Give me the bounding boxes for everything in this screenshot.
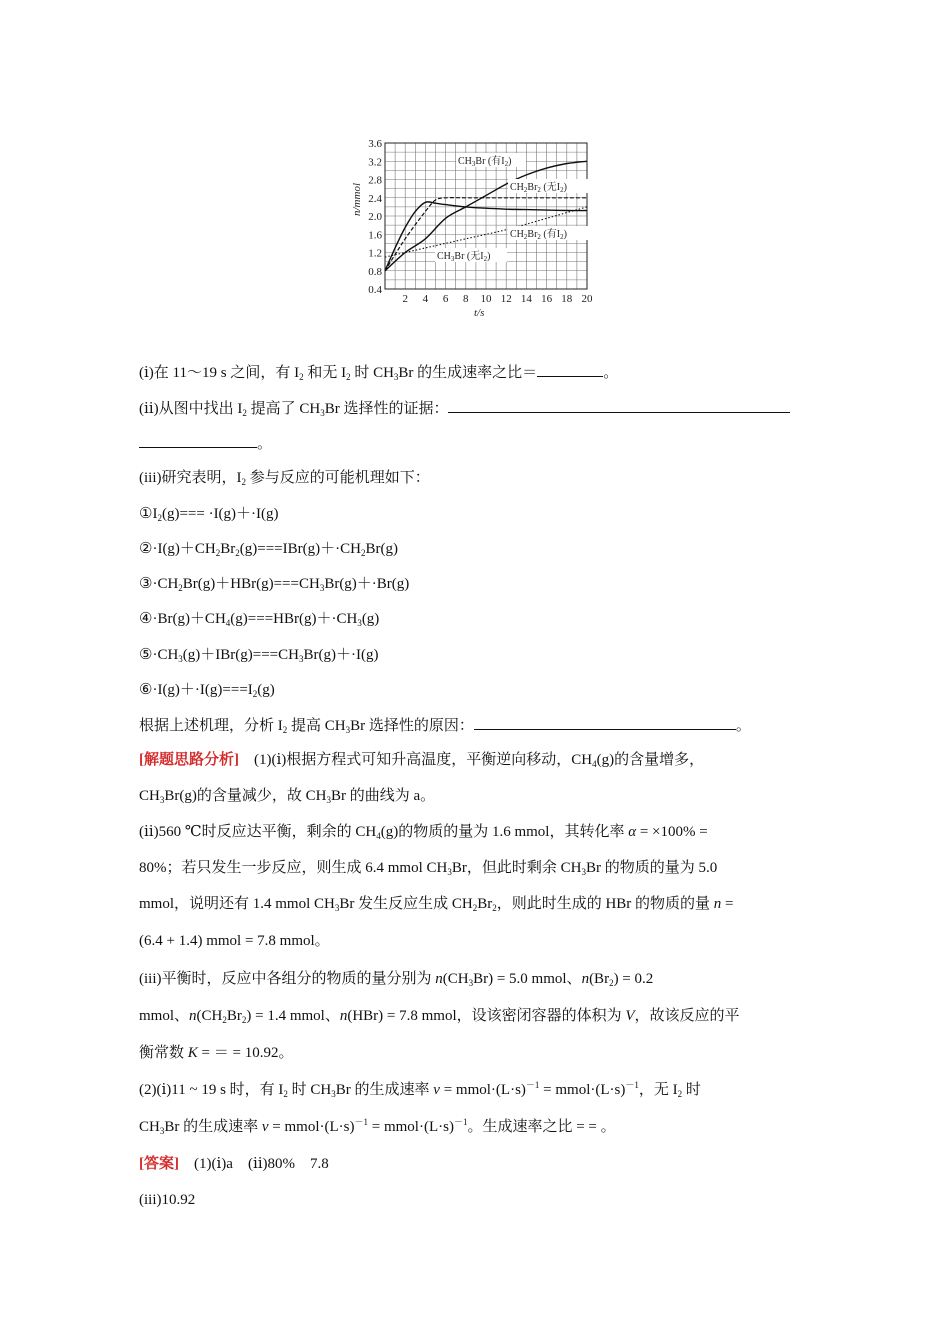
question-i: (ⅰ)在 11～19 s 之间，有 $I_2$ 和无 $I_2$ 时 $CH_3Br$ 的生成速率之比＝ 。 xyxy=(139,361,618,384)
x-tick-label: 20 xyxy=(581,293,593,305)
x-tick-label: 6 xyxy=(442,293,449,305)
analysis-line-2: $CH_3Br(g)$的含量减少，故 $CH_3Br$ 的曲线为 a。 xyxy=(139,788,436,805)
y-tick-label: 0.8 xyxy=(368,265,382,278)
svg-text:CH3Br (有I2): $CH_3Br$ (有$I_2$) xyxy=(458,156,512,168)
analysis-line-7: (iii)平衡时，反应中各组分的物质的量分别为 $n(CH_3Br) = 5.0$ mmol、$n(Br_2) = 0.2$ xyxy=(139,971,654,988)
x-tick-label: 16 xyxy=(541,293,553,305)
y-tick-label: 3.2 xyxy=(368,156,382,169)
mechanism-step-4: $④\cdot Br(g)+CH_4(g)===HBr(g)+\cdot CH_3(g)$ xyxy=(139,611,380,628)
x-tick-label: 2 xyxy=(402,293,408,305)
y-axis-label: n/mmol xyxy=(351,183,363,216)
answer-line-1: [答案] (1)(ⅰ)a (ⅱ)80% 7.8 xyxy=(139,1156,329,1172)
analysis-line-4: 80%；若只发生一步反应，则生成 6.4 mmol $CH_3Br$，但此时剩余 $CH_3Br$ 的物质的量为 5.0 xyxy=(139,860,718,877)
line-chart xyxy=(344,130,614,326)
analysis-line-6: (6.4 + 1.4) mmol = 7.8 mmol。 xyxy=(139,933,330,949)
y-tick-label: 2.0 xyxy=(368,211,382,223)
x-tick-label: 12 xyxy=(500,293,512,305)
mechanism-step-1: $①I_2(g)=== \cdot I(g)+\cdot I(g)$ xyxy=(139,506,279,523)
y-tick-label: 2.4 xyxy=(368,192,382,205)
analysis-tag: [解题思路分析] xyxy=(139,752,239,768)
series-label-ch2br2-without-i2 xyxy=(508,179,588,194)
answer-blank xyxy=(448,397,790,413)
y-tick-label: 1.2 xyxy=(368,247,382,260)
answer-tag: [答案] xyxy=(139,1156,179,1172)
mechanism-step-5: $⑤\cdot CH_3(g)+IBr(g)===CH_3Br(g)+\cdot I(g)$ xyxy=(139,647,379,664)
svg-text:CH3Br (无I2): $CH_3Br$ (无$I_2$) xyxy=(437,251,491,263)
analysis-line-5: mmol，说明还有 1.4 mmol $CH_3Br$ 发生反应生成 $CH_2Br_2$，则此时生成的 HBr 的物质的量 n = xyxy=(139,896,734,913)
series-label-ch3br-with-i2 xyxy=(456,153,526,168)
svg-text:CH2Br2 (无I2): $CH_2Br_2$ (无$I_2$) xyxy=(510,182,567,194)
question-iii: (iii)研究表明，$I_2$ 参与反应的可能机理如下： xyxy=(139,470,430,487)
analysis-line-1: [解题思路分析] (1)(ⅰ)根据方程式可知升高温度，平衡逆向移动，$CH_4(g)$的含量增多， xyxy=(139,752,705,769)
x-tick-label: 10 xyxy=(480,293,492,305)
question-ii-continued: 。 xyxy=(139,432,272,455)
analysis-line-8: mmol、$n(CH_2Br_2) = 1.4$ mmol、n(HBr) = 7.8 mmol，设该密闭容器的体积为 V，故该反应的平 xyxy=(139,1008,740,1025)
mechanism-step-3: $③\cdot CH_2Br(g)+HBr(g)===CH_3Br(g)+\cdot Br(g)$ xyxy=(139,576,410,593)
x-tick-label: 4 xyxy=(422,293,429,305)
mechanism-step-6: $⑥\cdot I(g)+\cdot I(g)===I_2(g)$ xyxy=(139,682,275,699)
svg-text:CH2Br2 (有I2): $CH_2Br_2$ (有$I_2$) xyxy=(510,229,567,241)
x-tick-label: 8 xyxy=(463,293,469,305)
question-ii: (ⅱ)从图中找出 $I_2$ 提高了 $CH_3Br$ 选择性的证据： xyxy=(139,397,790,420)
y-tick-label: 1.6 xyxy=(368,229,382,242)
answer-blank xyxy=(139,432,257,448)
x-tick-label: 14 xyxy=(520,293,532,305)
y-tick-label: 2.8 xyxy=(368,174,382,187)
x-axis-label: t/s xyxy=(474,307,485,319)
y-tick-label: 3.6 xyxy=(368,138,382,150)
answer-blank xyxy=(537,361,603,377)
question-iv: 根据上述机理，分析 $I_2$ 提高 $CH_3Br$ 选择性的原因： 。 xyxy=(139,714,751,737)
analysis-line-11: $CH_3Br$ 的生成速率 $v = mmol\cdot(L\cdot s)^{-1}$ = $mmol\cdot(L\cdot s)^{-1}$。生成速率之比 = = 。 xyxy=(139,1117,616,1136)
y-tick-label: 0.4 xyxy=(368,284,382,296)
analysis-line-10: (2)(ⅰ)11 ~ 19 s 时，有 $I_2$ 时 $CH_3Br$ 的生成速率 $v = mmol\cdot(L\cdot s)^{-1}$ = $mmol\cdot(L\cdot s)^{-1}$，无 $I_2$ 时 xyxy=(139,1080,701,1099)
series-label-ch2br2-with-i2 xyxy=(508,226,588,241)
x-tick-label: 18 xyxy=(561,293,573,305)
series-label-ch3br-without-i2 xyxy=(435,248,507,263)
answer-blank xyxy=(474,714,736,730)
mechanism-step-2: $②\cdot I(g)+CH_2Br_2(g)===IBr(g)+\cdot CH_2Br(g)$ xyxy=(139,541,398,558)
analysis-line-9: 衡常数 K = ＝ = 10.92。 xyxy=(139,1045,294,1061)
answer-line-2: (iii)10.92 xyxy=(139,1192,196,1208)
analysis-line-3: (ⅱ)560 ℃时反应达平衡，剩余的 $CH_4(g)$的物质的量为 1.6 mmol，其转化率 α = ×100% = xyxy=(139,824,708,841)
